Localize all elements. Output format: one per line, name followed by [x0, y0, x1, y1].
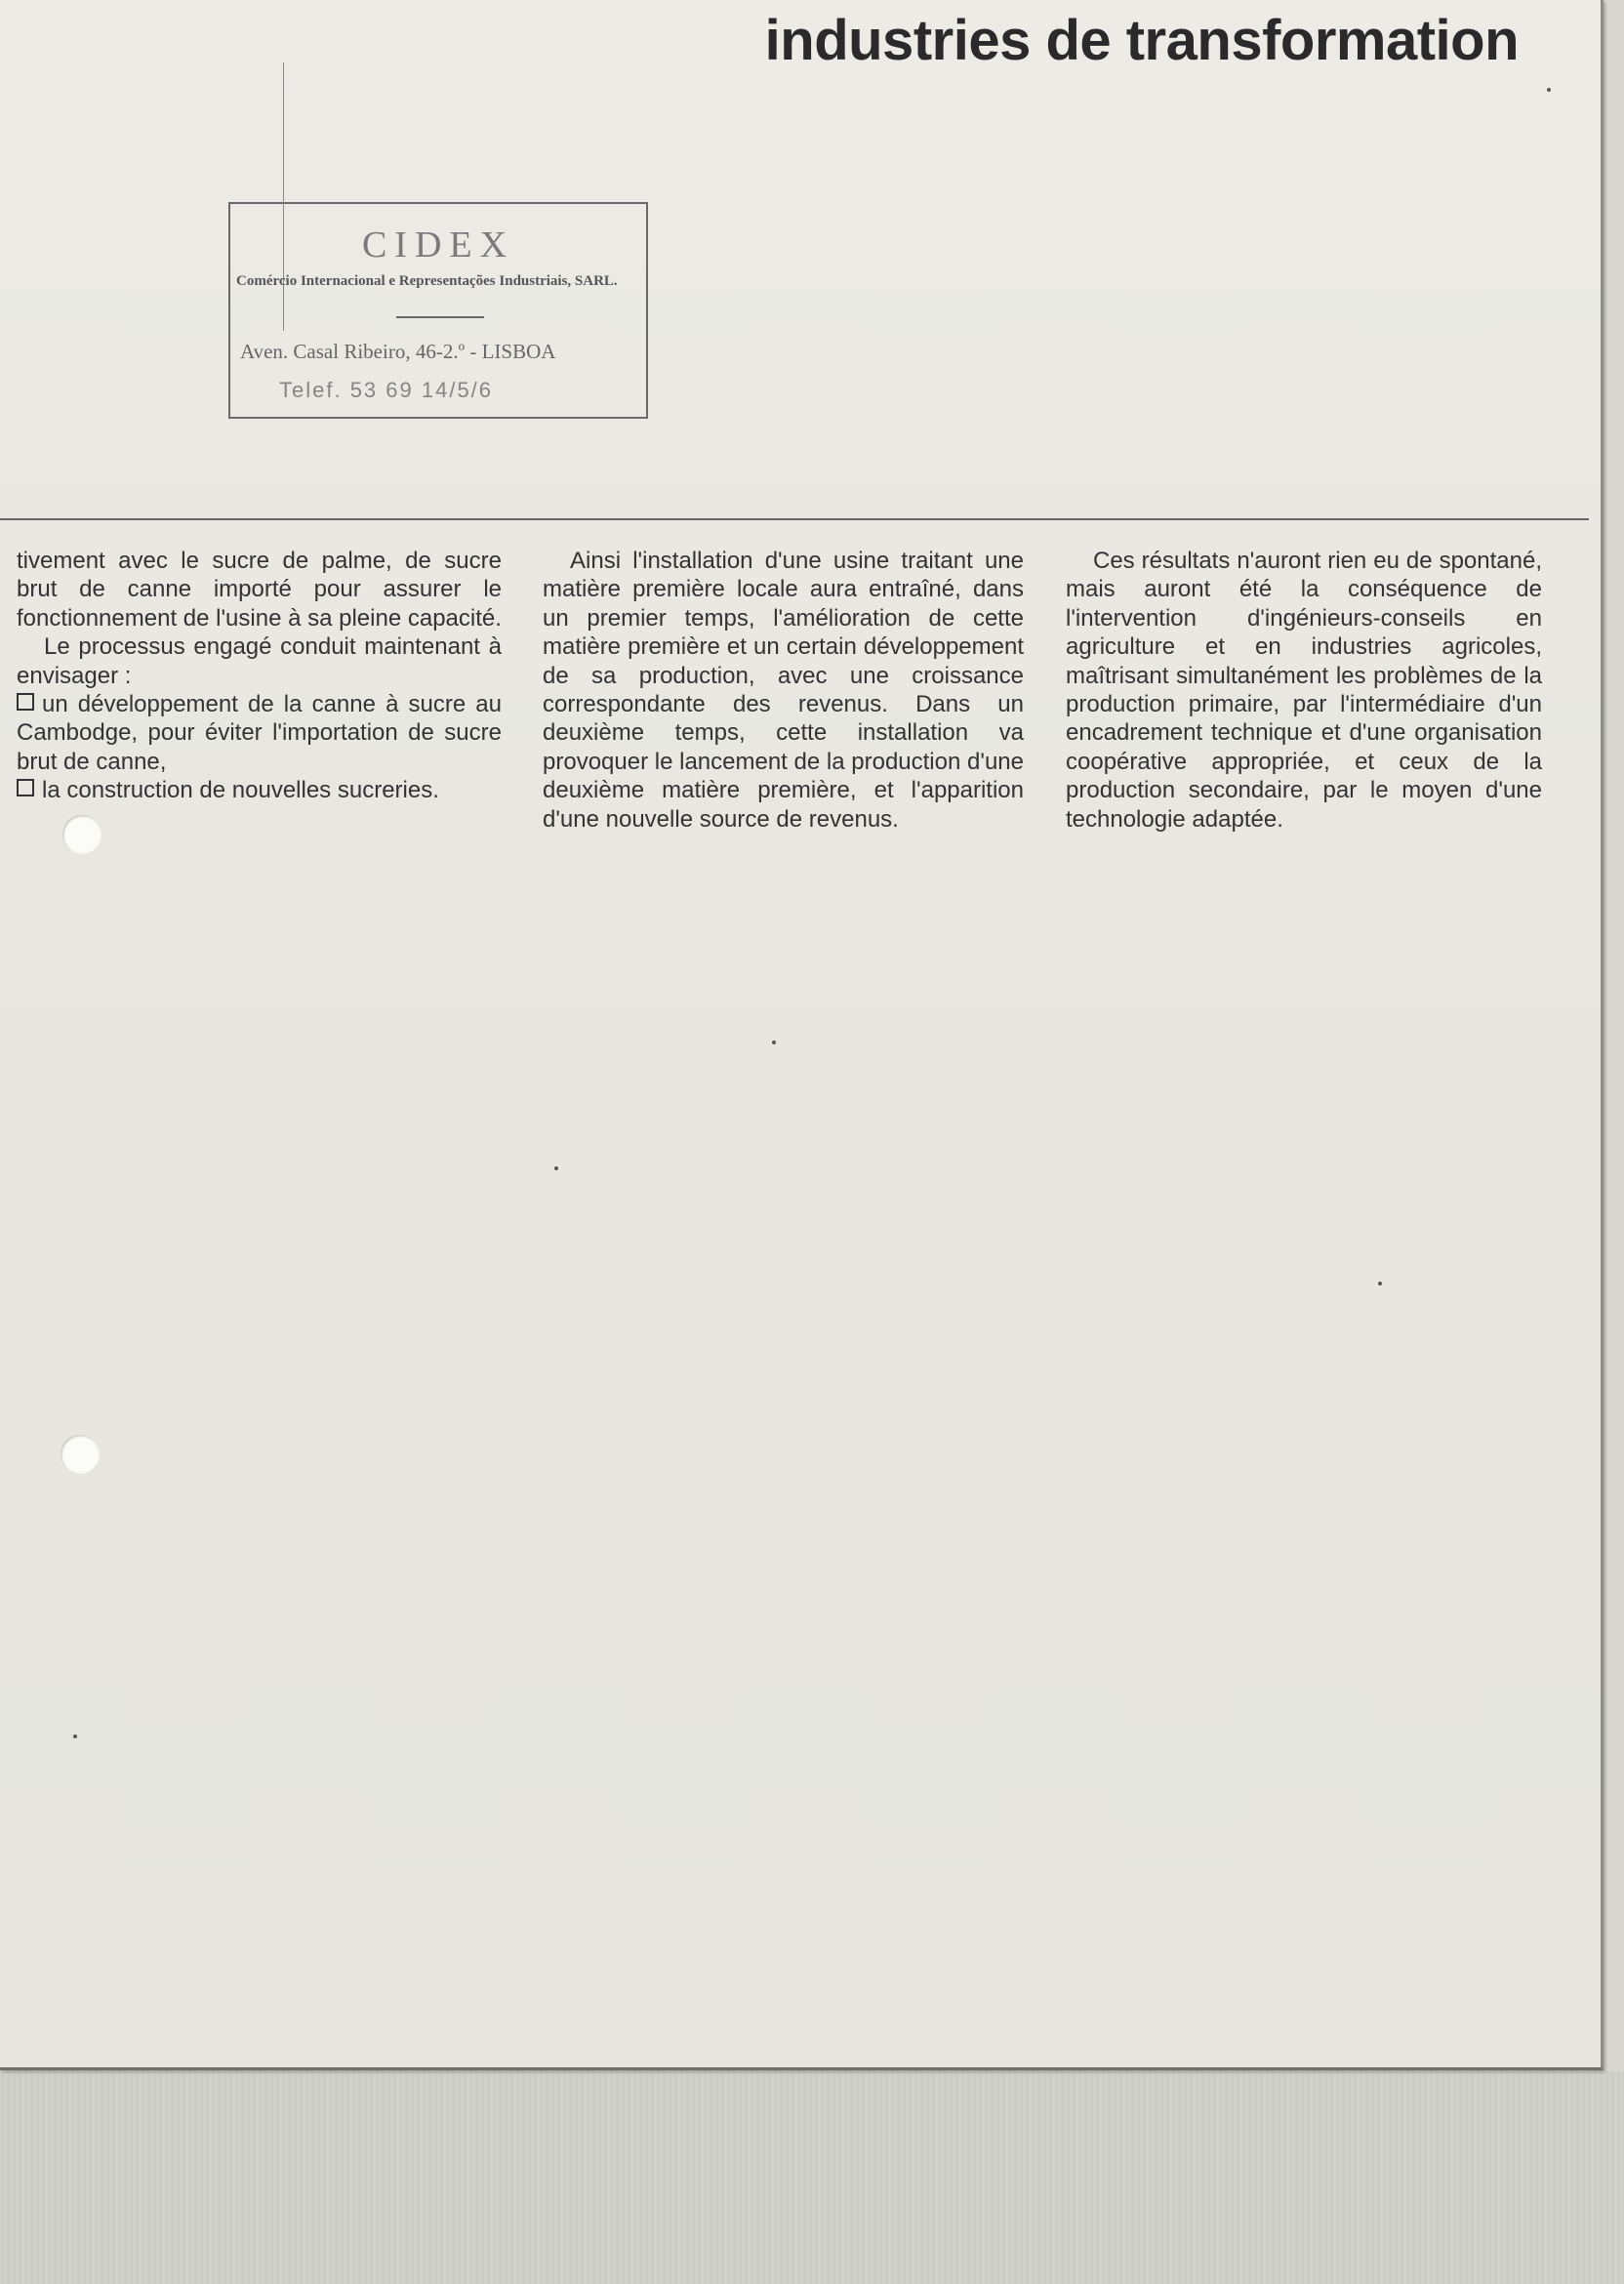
bullet-item: [17, 690, 502, 776]
paragraph: Ainsi l'installation d'une usine traitant une matière première locale aura entraîné, dans un premier temps, l'amélioration de cette matière première et un certain développement de sa production, avec une croissance correspondante des revenus. Dans un deuxième temps, cette installation va provoquer le lancement de la production d'une deuxième matière première, et l'apparition d'une nouvelle source de revenus.: [543, 548, 1024, 833]
bullet-item: [17, 776, 502, 804]
scan-background-right: [1604, 0, 1624, 2071]
paragraph: Le processus engagé conduit maintenant à envisager :: [17, 633, 502, 689]
stamp-divider: [396, 316, 484, 318]
punch-hole: [61, 1435, 100, 1474]
stamp-phone: Telef. 53 69 14/5/6: [279, 378, 494, 402]
pencil-mark: [283, 62, 284, 331]
paper-speck: [1378, 1282, 1382, 1285]
paper-speck: [73, 1734, 77, 1738]
bullet-text: un développement de la canne à sucre au Cambodge, pour éviter l'importation de sucre brut de canne,: [17, 691, 502, 775]
bullet-text: la construction de nouvelles sucreries.: [42, 777, 439, 804]
text-column-2: [543, 547, 1024, 834]
text-column-3: [1066, 547, 1542, 834]
scan-background-bottom: [0, 2071, 1624, 2284]
stamp-title: CIDEX: [361, 224, 515, 265]
cidex-stamp: [228, 202, 648, 419]
checkbox-bullet-icon: [17, 693, 34, 711]
paper-speck: [1547, 88, 1551, 92]
paragraph: tivement avec le sucre de palme, de sucre brut de canne importé pour assurer le fonctionnement de l'usine à sa pleine capacité.: [17, 548, 502, 632]
paragraph: Ces résultats n'auront rien eu de spontané, mais auront été la conséquence de l'intervention d'ingénieurs-conseils en agriculture et en industries agricoles, maîtrisant simultanément les problèmes de la production primaire, par l'intermédiaire d'un encadrement technique et d'une organisation coopérative appropriée, et ceux de la production secondaire, par le moyen d'une technologie adaptée.: [1066, 548, 1542, 833]
paper-speck: [772, 1040, 776, 1044]
section-heading: industries de transformation: [764, 9, 1519, 72]
horizontal-rule: [0, 518, 1589, 520]
stamp-company: Comércio Internacional e Representações Industriais, SARL.: [236, 273, 618, 289]
punch-hole: [62, 815, 102, 854]
checkbox-bullet-icon: [17, 779, 34, 796]
stamp-address: Aven. Casal Ribeiro, 46-2.º - LISBOA: [240, 340, 556, 363]
paper-speck: [554, 1166, 558, 1170]
text-column-1: [17, 547, 502, 805]
